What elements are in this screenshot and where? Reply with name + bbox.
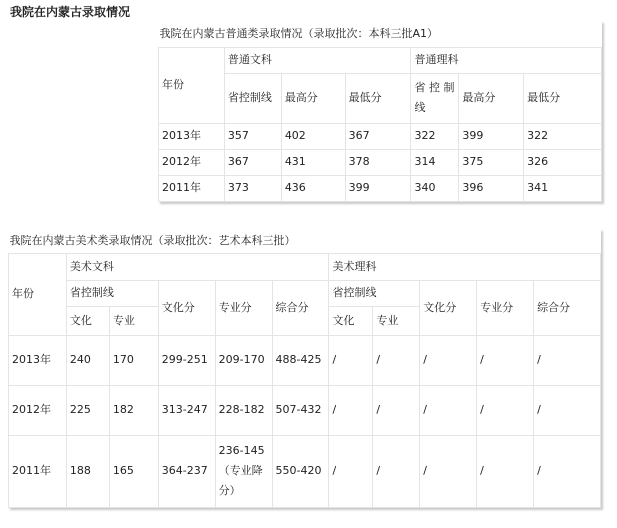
- table-cell: /: [373, 335, 420, 385]
- table-cell: 367: [224, 149, 281, 175]
- table-cell: 488-425: [272, 335, 329, 385]
- column-header: 文化: [329, 306, 373, 335]
- table-cell: /: [329, 385, 373, 435]
- column-header: 文化分: [158, 280, 215, 335]
- table-cell: /: [477, 335, 534, 385]
- general-admission-table: [158, 21, 602, 202]
- table-cell: 165: [109, 435, 158, 507]
- table-cell: 299-251: [158, 335, 215, 385]
- table-row: [9, 335, 601, 385]
- table-cell: /: [534, 435, 601, 507]
- art-admission-table: [8, 229, 601, 508]
- table-cell: 314: [411, 149, 459, 175]
- group-header-wen: 美术文科: [66, 253, 329, 280]
- table-cell: /: [329, 435, 373, 507]
- table-row: [9, 435, 601, 507]
- column-header: 综合分: [272, 280, 329, 335]
- table-cell: /: [477, 385, 534, 435]
- table-cell: 225: [66, 385, 109, 435]
- table-cell: /: [373, 385, 420, 435]
- table-cell: /: [373, 435, 420, 507]
- table-row: [159, 175, 602, 201]
- table-cell: /: [477, 435, 534, 507]
- table-cell: 507-432: [272, 385, 329, 435]
- year-cell: 2013年: [9, 335, 67, 385]
- table-cell: 378: [345, 149, 411, 175]
- column-header: 最高分: [459, 73, 524, 123]
- table-cell: 236-145（专业降分）: [215, 435, 272, 507]
- year-header: 年份: [159, 47, 225, 123]
- table-cell: 170: [109, 335, 158, 385]
- table-cell: 188: [66, 435, 109, 507]
- column-header: 专业: [109, 306, 158, 335]
- table-cell: 402: [281, 123, 345, 149]
- table-cell: 364-237: [158, 435, 215, 507]
- table-cell: 182: [109, 385, 158, 435]
- column-header: 最低分: [524, 73, 602, 123]
- table-row: [159, 123, 602, 149]
- table-cell: 367: [345, 123, 411, 149]
- column-header: 文化: [66, 306, 109, 335]
- year-cell: 2012年: [159, 149, 225, 175]
- control-line-header: 省控制线: [329, 280, 420, 306]
- table-cell: 322: [411, 123, 459, 149]
- control-line-header: 省控制线: [66, 280, 158, 306]
- table-cell: /: [534, 335, 601, 385]
- column-header: 文化分: [420, 280, 477, 335]
- table-cell: /: [534, 385, 601, 435]
- table-cell: 550-420: [272, 435, 329, 507]
- table-cell: 431: [281, 149, 345, 175]
- column-header: 专业: [373, 306, 420, 335]
- table-cell: /: [420, 435, 477, 507]
- table-cell: 209-170: [215, 335, 272, 385]
- table-cell: 313-247: [158, 385, 215, 435]
- table-cell: 373: [224, 175, 281, 201]
- group-header-li: 普通理科: [411, 47, 602, 73]
- column-header: 最低分: [345, 73, 411, 123]
- group-header-li: 美术理科: [329, 253, 601, 280]
- year-cell: 2012年: [9, 385, 67, 435]
- table-row: [159, 149, 602, 175]
- table-row: [9, 385, 601, 435]
- year-header: 年份: [9, 253, 67, 335]
- table-cell: 399: [345, 175, 411, 201]
- column-header: 省 控 制 线: [411, 73, 459, 123]
- table-cell: 240: [66, 335, 109, 385]
- year-cell: 2011年: [159, 175, 225, 201]
- column-header: 省控制线: [224, 73, 281, 123]
- table-cell: 396: [459, 175, 524, 201]
- year-cell: 2013年: [159, 123, 225, 149]
- table-cell: 322: [524, 123, 602, 149]
- table-cell: 228-182: [215, 385, 272, 435]
- table-cell: /: [420, 335, 477, 385]
- page-title: 我院在内蒙古录取情况: [10, 5, 131, 19]
- table-caption: 我院在内蒙古美术类录取情况（录取批次：艺术本科三批）: [9, 233, 296, 247]
- column-header: 专业分: [215, 280, 272, 335]
- table-cell: /: [329, 335, 373, 385]
- table-cell: 436: [281, 175, 345, 201]
- group-header-wen: 普通文科: [224, 47, 411, 73]
- year-cell: 2011年: [9, 435, 67, 507]
- column-header: 专业分: [477, 280, 534, 335]
- column-header: 最高分: [281, 73, 345, 123]
- table-cell: 341: [524, 175, 602, 201]
- table-cell: 375: [459, 149, 524, 175]
- table-cell: /: [420, 385, 477, 435]
- table-cell: 357: [224, 123, 281, 149]
- table-cell: 340: [411, 175, 459, 201]
- table-cell: 326: [524, 149, 602, 175]
- table-caption: 我院在内蒙古普通类录取情况（录取批次：本科三批A1）: [159, 26, 439, 40]
- table-cell: 399: [459, 123, 524, 149]
- column-header: 综合分: [534, 280, 601, 335]
